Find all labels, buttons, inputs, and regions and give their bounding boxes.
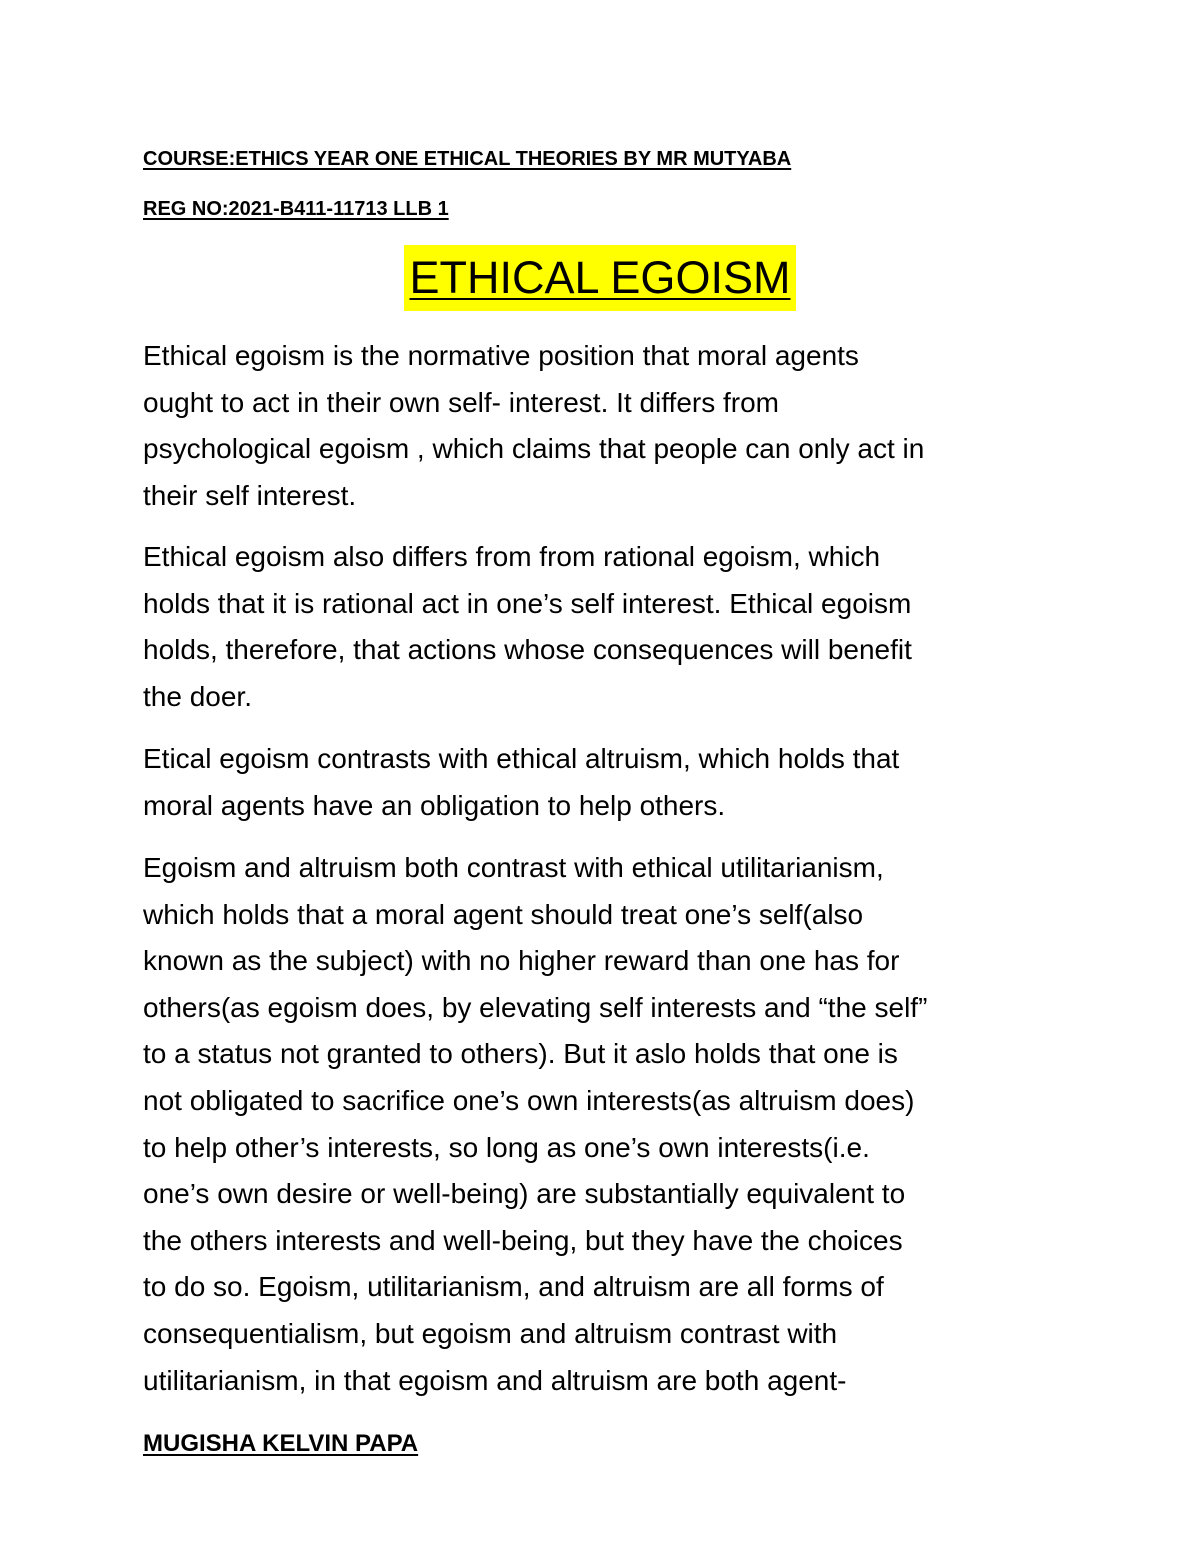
paragraph-line: to do so. Egoism, utilitarianism, and altruism are all forms of xyxy=(143,1271,884,1303)
paragraph-line: psychological egoism , which claims that people can only act in xyxy=(143,433,925,465)
paragraph-altruism xyxy=(143,736,1073,829)
paragraph-rational-egoism xyxy=(143,534,1073,720)
paragraph-line: known as the subject) with no higher reward than one has for xyxy=(143,945,900,977)
paragraph-line: not obligated to sacrifice one’s own interests(as altruism does) xyxy=(143,1084,915,1116)
paragraph-line: utilitarianism, in that egoism and altruism are both agent- xyxy=(143,1364,847,1396)
paragraph-line: Ethical egoism also differs from from rational egoism, which xyxy=(143,541,881,572)
paragraph-definition xyxy=(143,333,1073,519)
paragraph-line: Ethical egoism is the normative position that moral agents xyxy=(143,340,859,371)
author-name: MUGISHA KELVIN PAPA xyxy=(143,1430,419,1457)
paragraph-line: the others interests and well-being, but they have the choices xyxy=(143,1224,903,1256)
paragraph-line: their self interest. xyxy=(143,479,357,511)
paragraph-line: moral agents have an obligation to help others. xyxy=(143,789,726,821)
paragraph-line: holds, therefore, that actions whose consequences will benefit xyxy=(143,634,912,666)
paragraph-line: to help other’s interests, so long as one’s own interests(i.e. xyxy=(143,1131,870,1163)
paragraph-line: holds that it is rational act in one’s self interest. Ethical egoism xyxy=(143,587,912,619)
course-line: COURSE:ETHICS YEAR ONE ETHICAL THEORIES BY MR MUTYABA xyxy=(143,148,792,170)
document-title: ETHICAL EGOISM xyxy=(404,245,797,311)
title-container xyxy=(0,245,1200,311)
paragraph-line: ought to act in their own self- interest. It differs from xyxy=(143,386,779,418)
paragraph-line: consequentialism, but egoism and altruism contrast with xyxy=(143,1317,838,1349)
paragraph-line: the doer. xyxy=(143,680,252,712)
reg-number-line: REG NO:2021-B411-11713 LLB 1 xyxy=(143,198,449,220)
paragraph-line: which holds that a moral agent should treat one’s self(also xyxy=(143,898,864,930)
paragraph-line: to a status not granted to others). But it aslo holds that one is xyxy=(143,1038,898,1070)
paragraph-line: Etical egoism contrasts with ethical altruism, which holds that xyxy=(143,743,900,774)
paragraph-line: one’s own desire or well-being) are substantially equivalent to xyxy=(143,1178,906,1210)
paragraph-line: others(as egoism does, by elevating self interests and “the self” xyxy=(143,991,928,1023)
paragraph-line: Egoism and altruism both contrast with ethical utilitarianism, xyxy=(143,852,884,883)
paragraph-utilitarianism xyxy=(143,845,1073,1404)
